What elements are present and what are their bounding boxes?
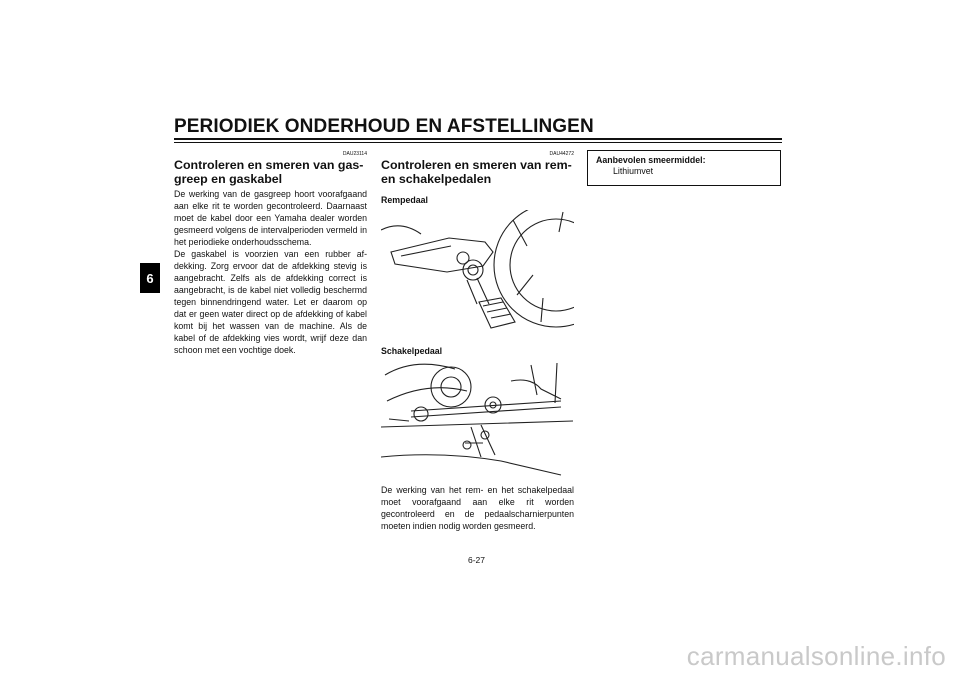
header-rule-thick <box>174 138 782 140</box>
header-rule-thin <box>174 142 782 143</box>
brake-pedal-illustration <box>381 210 574 337</box>
page-header-title: PERIODIEK ONDERHOUD EN AFSTELLINGEN <box>174 116 594 137</box>
section-code: DAU44272 <box>549 151 574 157</box>
section-title-line2: greep en gaskabel <box>174 172 283 186</box>
section-body <box>381 484 574 532</box>
brake-pedal-drawing <box>381 210 574 332</box>
middle-column <box>381 150 574 532</box>
lubricant-callout <box>587 150 781 186</box>
body-paragraph: De werking van het rem- en het schakelpedaal moet voorafgaand aan elke rit worden gecontroleerd en de pedaalscharnierpunten moeten indien nodig worden gesmeerd. <box>381 485 574 531</box>
body-paragraph: De gaskabel is voorzien van een rubber afdekking. Zorg ervoor dat de afdekking stevig is aangebracht. Zelfs als de afdekking correct is aangebracht, is de kabel niet volledig beschermd tegen binnendringend water. Let er daarom op dat er geen water direct op de afdekking of kabel komt bij het wassen van de machine. Als de kabel of de afdekking vies wordt, wrijf deze dan schoon met een vochtige doek. <box>174 249 367 355</box>
shift-pedal-illustration <box>381 361 574 484</box>
section-title <box>381 158 574 186</box>
page-number: 6-27 <box>468 555 486 565</box>
label-rempedaal: Rempedaal <box>381 195 428 205</box>
left-column <box>174 150 367 356</box>
watermark: carmanualsonline.info <box>686 641 946 671</box>
body-paragraph: De werking van de gasgreep hoort voorafgaand aan elke rit te worden gecontroleerd. Daarnaast moet de kabel door een Yamaha dealer worden gesmeerd volgens de intervalperioden vermeld in het periodieke onderhoudsschema. <box>174 189 367 247</box>
section-code: DAU23114 <box>342 151 367 157</box>
shift-pedal-drawing <box>381 361 574 479</box>
section-title-line2: en schakelpedalen <box>381 172 492 186</box>
section-title-line1: Controleren en smeren van gas- <box>174 158 364 172</box>
section-title <box>174 158 367 186</box>
section-body <box>174 188 367 356</box>
label-schakelpedaal: Schakelpedaal <box>381 346 443 356</box>
section-title-line1: Controleren en smeren van rem- <box>381 158 572 172</box>
callout-label: Aanbevolen smeermiddel: <box>596 155 706 165</box>
callout-value: Lithiumvet <box>613 166 654 176</box>
chapter-tab: 6 <box>140 263 160 293</box>
